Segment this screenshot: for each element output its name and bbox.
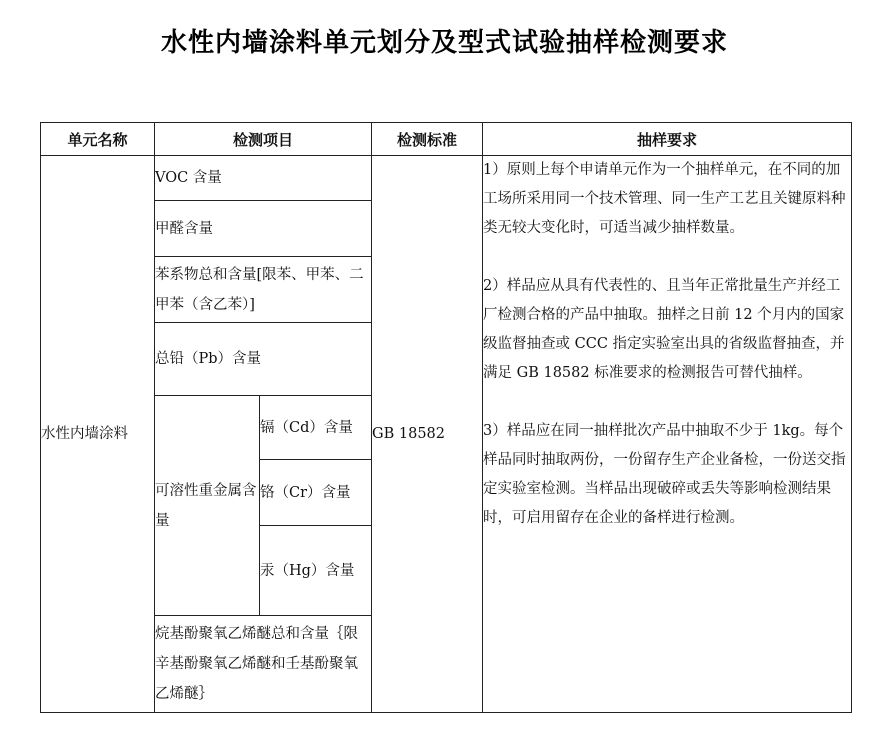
document-title: 水性内墙涂料单元划分及型式试验抽样检测要求 <box>160 28 728 58</box>
item-formaldehyde: 甲醛含量 <box>155 201 372 257</box>
requirement-2: 2）样品应从具有代表性的、且当年正常批量生产并经工厂检测合格的产品中抽取。抽样之日前 12 个月内的国家级监督抽查或 CCC 指定实验室出具的省级监督抽查，并满足 GB 18582 标准要求的检测报告可替代抽样。 <box>483 278 845 381</box>
item-voc: VOC 含量 <box>155 156 372 201</box>
requirements-cell <box>483 156 852 713</box>
header-test-items: 检测项目 <box>155 123 372 156</box>
item-cadmium: 镉（Cd）含量 <box>260 396 372 460</box>
unit-name-cell: 水性内墙涂料 <box>41 156 155 713</box>
item-mercury: 汞（Hg）含量 <box>260 526 372 616</box>
item-soluble-heavy-metals: 可溶性重金属含量 <box>155 396 260 616</box>
table-header-row <box>41 123 852 156</box>
requirement-3: 3）样品应在同一抽样批次产品中抽取不少于 1kg。每个样品同时抽取两份，一份留存生产企业备检，一份送交指定实验室检测。当样品出现破碎或丢失等影响检测结果时，可启用留存在企业的备样进行检测。 <box>483 423 846 526</box>
standard-cell: GB 18582 <box>372 156 483 713</box>
item-chromium: 铬（Cr）含量 <box>260 460 372 526</box>
header-sampling-requirements: 抽样要求 <box>483 123 852 156</box>
table-row <box>41 156 852 201</box>
header-unit-name: 单元名称 <box>41 123 155 156</box>
item-alkylphenol-ethoxylates: 烷基酚聚氧乙烯醚总和含量｛限辛基酚聚氧乙烯醚和壬基酚聚氧乙烯醚｝ <box>155 616 372 713</box>
requirement-1: 1）原则上每个申请单元作为一个抽样单元，在不同的加工场所采用同一个技术管理、同一生产工艺且关键原料种类无较大变化时，可适当减少抽样数量。 <box>483 162 846 236</box>
sampling-requirements-table <box>40 122 852 713</box>
item-benzene-series: 苯系物总和含量[限苯、甲苯、二甲苯（含乙苯）] <box>155 257 372 323</box>
item-lead: 总铅（Pb）含量 <box>155 323 372 396</box>
header-test-standard: 检测标准 <box>372 123 483 156</box>
